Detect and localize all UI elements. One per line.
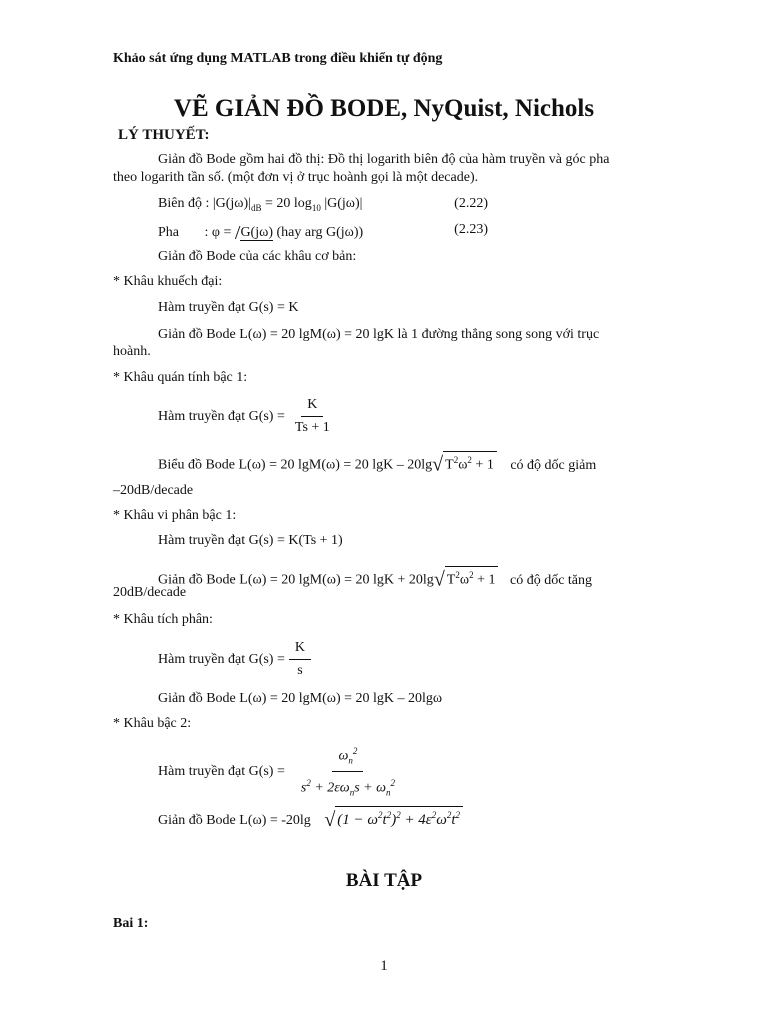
integrator-transfer-function: Hàm truyền đạt G(s) = $\frac{K}{s}$ bbox=[158, 639, 315, 680]
amplitude-expression: $|G(j\omega)|_{dB} = 20$ $\log_{10} |G(j\omega)|$ bbox=[212, 196, 363, 213]
page-title: VẼ GIẢN ĐỒ BODE, NyQuist, Nichols bbox=[173, 95, 595, 122]
gain-bode-line-1: Giản đồ Bode L(ω) = 20 lgM(ω) = 20 lgK là 1 đường thẳng song song với trục bbox=[158, 327, 600, 342]
gain-bode-line-2: hoành. bbox=[113, 344, 151, 359]
inertia-fraction: $\frac{K}{Ts + 1}$ bbox=[294, 397, 330, 435]
gain-heading: * Khâu khuếch đại: bbox=[113, 274, 223, 289]
exercise-1-label: Bai 1: bbox=[113, 916, 149, 931]
second-order-fraction: $\frac{\omega_n^2}{s^2 + 2\varepsilon\omega_ns + \omega_n^2}$ bbox=[295, 742, 401, 802]
phase-expression: : φ = bbox=[204, 225, 232, 240]
second-order-heading: * Khâu bậc 2: bbox=[113, 716, 192, 731]
phase-label: Pha bbox=[158, 225, 179, 240]
differential-slope: 20dB/decade bbox=[113, 585, 187, 600]
exercises-heading: BÀI TẬP bbox=[345, 870, 423, 891]
running-header: Khảo sát ứng dụng MATLAB trong điều khiển tự động bbox=[113, 51, 443, 66]
second-order-transfer-function: Hàm truyền đạt G(s) = $\frac{\omega_n^2}{s^2 + 2\varepsilon\omega_ns + \omega_n^2}$ bbox=[158, 742, 405, 802]
theory-heading: LÝ THUYẾT: bbox=[118, 127, 210, 143]
integrator-bode: Giản đồ Bode L(ω) = 20 lgM(ω) = 20 lgK – 20lgω bbox=[158, 691, 443, 706]
equation-number: (2.23) bbox=[454, 222, 488, 237]
intro-line-2: theo logarith tần số. (một đơn vị ở trục hoành gọi là một decade). bbox=[113, 170, 479, 185]
differential-transfer-function: Hàm truyền đạt G(s) = K(Ts + 1) bbox=[158, 533, 343, 548]
basic-elements-intro: Giản đồ Bode của các khâu cơ bản: bbox=[158, 249, 357, 264]
inertia-slope: –20dB/decade bbox=[113, 483, 194, 498]
integrator-heading: * Khâu tích phân: bbox=[113, 612, 213, 627]
phase-formula: Pha : φ = /G(jω) (hay arg G(jω)) (2.23) bbox=[158, 222, 488, 244]
amplitude-formula bbox=[158, 196, 488, 213]
phase-argument: G(jω) bbox=[240, 225, 273, 240]
inertia-bode: Biểu đồ Bode L(ω) = 20 lgM(ω) = 20 lgK – 20lg√ $T^2\omega^2 + 1$ có độ dốc giảm bbox=[158, 451, 596, 474]
differential-heading: * Khâu vi phân bậc 1: bbox=[113, 508, 237, 523]
integrator-fraction: $\frac{K}{s}$ bbox=[289, 639, 311, 680]
equation-number: (2.22) bbox=[454, 196, 488, 211]
phase-tail: (hay arg G(jω)) bbox=[276, 225, 364, 240]
differential-bode: Giản đồ Bode L(ω) = 20 lgM(ω) = 20 lgK + 20lg√ $T^2\omega^2 + 1$ có độ dốc tăng bbox=[158, 566, 592, 589]
amplitude-label: Biên độ : bbox=[158, 196, 210, 211]
second-order-bode: Giản đồ Bode L(ω) = -20lg √ $(1 - \omega^2t^2)^2 + 4\varepsilon^2\omega^2t^2$ bbox=[158, 806, 463, 829]
gain-transfer-function: Hàm truyền đạt G(s) = K bbox=[158, 300, 299, 315]
page-number: 1 bbox=[380, 958, 388, 974]
inertia-transfer-function: Hàm truyền đạt G(s) = $\frac{K}{Ts + 1}$ bbox=[158, 396, 340, 437]
intro-line-1: Giản đồ Bode gồm hai đồ thị: Đồ thị logarith biên độ của hàm truyền và góc pha bbox=[158, 152, 610, 167]
inertia-heading: * Khâu quán tính bậc 1: bbox=[113, 370, 248, 385]
